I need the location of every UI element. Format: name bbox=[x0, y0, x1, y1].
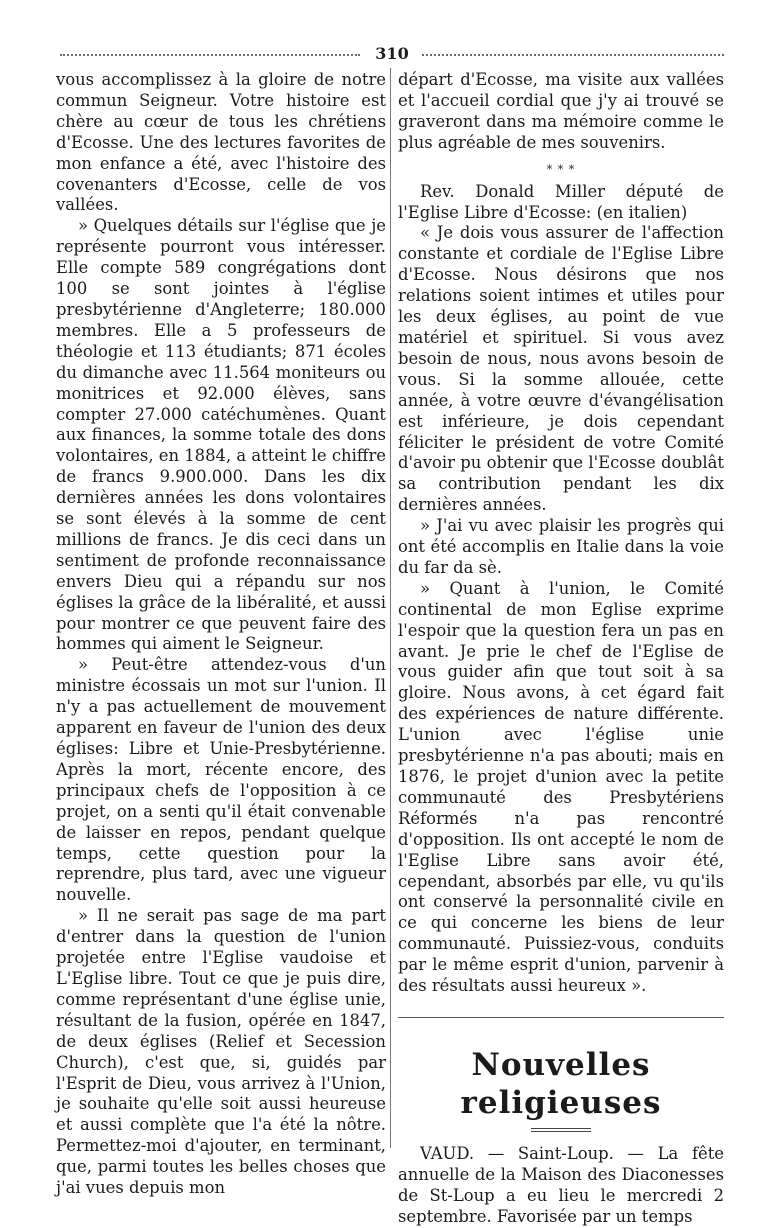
right-paragraph-4: » Quant à l'union, le Comité continental de mon Eglise exprime l'espoir que la question fera un pas en avant. Je prie le chef de l'Eglise de vous guider afin que tout soit à sa gloire. Nous avons, à cet égard fait des expériences de nature différente. L'union avec l'église unie presbytérienne n'a pas abouti; mais en 1876, le projet d'union avec la petite communauté des Presbytériens Réformés n'a pas rencontré d'opposition. Ils ont accepté le nom de l'Eglise Libre sans avoir été, cependant, absorbés par elle, vu qu'ils ont conservé la personnalité civile en ce qui concerne les biens de leur communauté. Puissiez-vous, conduits par le même esprit d'union, parvenir à des résultats aussi heureux ». bbox=[398, 578, 724, 996]
left-paragraph-4: » Il ne serait pas sage de ma part d'entrer dans la question de l'union projetée entre l'Eglise vaudoise et L'Eglise libre. Tout ce que je puis dire, comme représentant d'une église unie, résultant de la fusion, opérée en 1847, de deux églises (Relief et Secession Church), c'est que, si, guidés par l'Esprit de Dieu, vous arrivez à l'Union, je souhaite qu'elle soit aussi heureuse et aussi complète que l'a été la nôtre. Permettez-moi d'ajouter, en terminant, que, parmi toutes les belles choses que j'ai vues depuis mon bbox=[56, 906, 386, 1198]
section-separator bbox=[398, 1011, 724, 1018]
title-rule bbox=[531, 1128, 591, 1132]
right-column bbox=[398, 70, 724, 1228]
news-paragraph: VAUD. — Saint-Loup. — La fête annuelle de la Maison des Diaconesses de St-Loup a eu lieu le mercredi 2 septembre. Favorisée par un temps bbox=[398, 1143, 724, 1226]
header-rule-right bbox=[422, 54, 724, 56]
page-number: 310 bbox=[375, 44, 409, 63]
left-column bbox=[56, 70, 386, 1199]
left-paragraph-3: » Peut-être attendez-vous d'un ministre écossais un mot sur l'union. Il n'y a pas actuellement de mouvement apparent en faveur de l'union des deux églises: Libre et Unie-Presbytérienne. Après la mort, récente encore, des principaux chefs de l'opposition à ce projet, on a senti qu'il était convenable de laisser en repos, pendant quelque temps, cette question pour la reprendre, plus tard, avec une vigueur nouvelle. bbox=[56, 655, 386, 905]
right-paragraph-2: « Je dois vous assurer de l'affection constante et cordiale de l'Eglise Libre d'Ecosse. Nous désirons que nos relations soient intimes et utiles pour les deux églises, au point de vue matériel et spirituel. Si vous avez besoin de nous, nous avons besoin de vous. Si la somme allouée, cette année, à votre œuvre d'évangélisation est inférieure, je dois cependant féliciter le président de votre Comité d'avoir pu obtenir que l'Ecosse doublât sa contribution pendant les dix dernières années. bbox=[398, 223, 724, 515]
header-rule-left bbox=[60, 54, 360, 56]
section-title: Nouvelles religieuses bbox=[460, 1046, 662, 1121]
page-header bbox=[60, 44, 724, 66]
column-divider bbox=[390, 68, 391, 1148]
left-paragraph-1: vous accomplissez à la gloire de notre commun Seigneur. Votre histoire est chère au cœur de tous les chrétiens d'Ecosse. Une des lectures favorites de mon enfance a été, avec l'histoire des covenanters d'Ecosse, celle de vos vallées. bbox=[56, 70, 386, 215]
speaker-heading: Rev. Donald Miller député de l'Eglise Libre d'Ecosse: (en italien) bbox=[398, 181, 724, 222]
right-paragraph-3: » J'ai vu avec plaisir les progrès qui ont été accomplis en Italie dans la voie du far da sè. bbox=[398, 516, 724, 577]
right-paragraph-1: départ d'Ecosse, ma visite aux vallées et l'accueil cordial que j'y ai trouvé se graveront dans ma mémoire comme le plus agréable de mes souvenirs. bbox=[398, 70, 724, 152]
section-stars: * * * bbox=[546, 162, 576, 176]
left-paragraph-2: » Quelques détails sur l'église que je représente pourront vous intéresser. Elle compte 589 congrégations dont 100 se sont jointes à l'église presbytérienne d'Angleterre; 180.000 membres. Elle a 5 professeurs de théologie et 113 étudiants; 871 écoles du dimanche avec 11.564 moniteurs ou monitrices et 92.000 élèves, sans compter 27.000 catéchumènes. Quant aux finances, la somme totale des dons volontaires, en 1884, a atteint le chiffre de francs 9.900.000. Dans les dix dernières années les dons volontaires se sont élevés à la somme de cent millions de francs. Je dis ceci dans un sentiment de profonde reconnaissance envers Dieu qui a répandu sur nos églises la grâce de la libéralité, et aussi pour montrer ce que peuvent faire des hommes qui aiment le Seigneur. bbox=[56, 216, 386, 654]
